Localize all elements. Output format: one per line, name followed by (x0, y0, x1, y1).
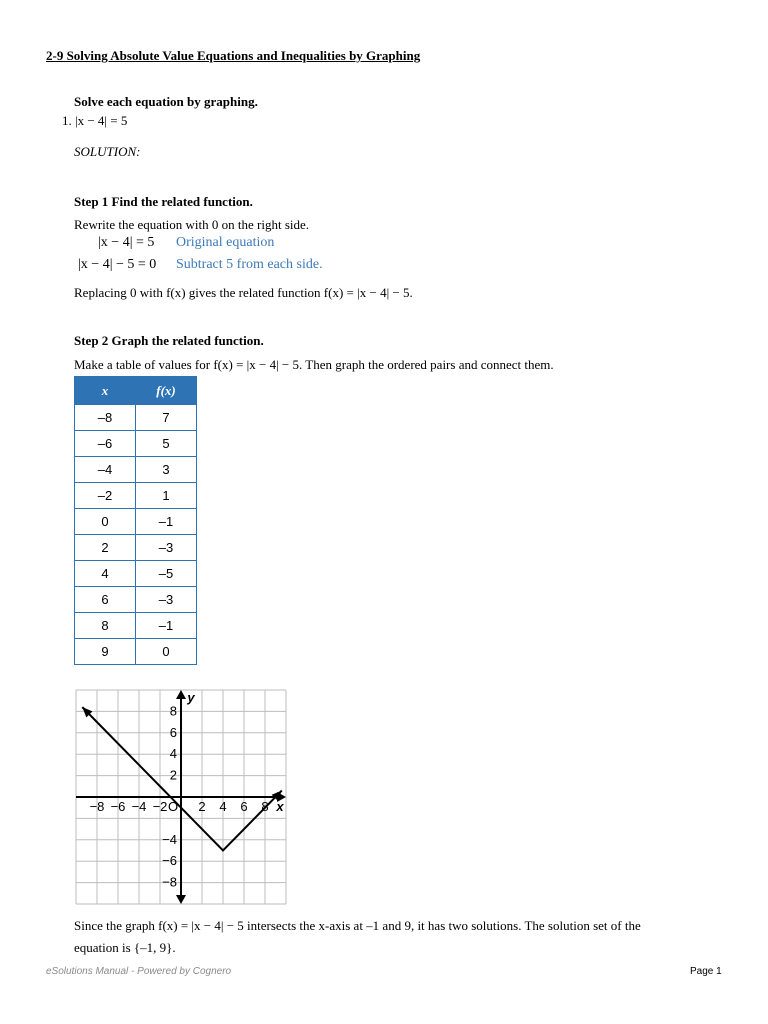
step2-heading: Step 2 Graph the related function. (74, 333, 264, 348)
table-cell-x: 8 (75, 613, 136, 639)
table-cell-fx: –1 (136, 613, 197, 639)
table-cell-fx: –3 (136, 535, 197, 561)
y-tick-label: −4 (162, 831, 177, 847)
table-cell-x: 4 (75, 561, 136, 587)
x-tick-label: 6 (240, 799, 248, 814)
y-tick-label: 2 (169, 767, 177, 783)
y-axis-arrow (176, 690, 186, 699)
problem-statement: 1. |x − 4| = 5 (62, 113, 128, 128)
table-header-fx: f(x) (136, 377, 197, 405)
instruction: Solve each equation by graphing. (74, 94, 258, 109)
x-axis-label: x (276, 799, 284, 814)
values-table (74, 376, 197, 665)
x-tick-label: −2 (152, 799, 168, 814)
table-cell-fx: –5 (136, 561, 197, 587)
table-cell-fx: 7 (136, 405, 197, 431)
table-row (75, 483, 197, 509)
equation-subtracted-note: Subtract 5 from each side. (176, 257, 323, 272)
table-cell-x: –4 (75, 457, 136, 483)
step1-text: Rewrite the equation with 0 on the right side. (74, 217, 310, 232)
function-graph-line (82, 707, 281, 850)
table-cell-x: 6 (75, 587, 136, 613)
y-tick-label: 8 (169, 703, 177, 719)
table-row (75, 587, 197, 613)
table-row (75, 561, 197, 587)
y-tick-label: 4 (169, 746, 177, 762)
related-function-text: Replacing 0 with f(x) gives the related function f(x) = |x − 4| − 5. (74, 285, 413, 300)
footer-page-number: Page 1 (690, 966, 722, 977)
x-tick-label: 4 (219, 799, 227, 814)
equation-subtracted: |x − 4| − 5 = 0 (78, 257, 157, 272)
footer-publisher: eSolutions Manual - Powered by Cognero (46, 966, 232, 977)
origin-label: O (167, 799, 179, 814)
table-header-x: x (75, 377, 136, 405)
table-row (75, 509, 197, 535)
table-cell-x: 9 (75, 639, 136, 665)
step2-text: Make a table of values for f(x) = |x − 4| − 5. Then graph the ordered pairs and connect them. (74, 357, 554, 372)
y-tick-label: 6 (169, 724, 177, 740)
table-row (75, 639, 197, 665)
table-cell-x: –2 (75, 483, 136, 509)
x-tick-label: 8 (261, 799, 269, 814)
page-title: 2-9 Solving Absolute Value Equations and Inequalities by Graphing (46, 48, 421, 63)
y-tick-label: −8 (162, 874, 177, 890)
step1-heading: Step 1 Find the related function. (74, 194, 253, 209)
solution-label: SOLUTION: (74, 144, 141, 159)
conclusion-line-2: equation is {–1, 9}. (74, 940, 176, 955)
table-cell-fx: –3 (136, 587, 197, 613)
table-row (75, 457, 197, 483)
table-cell-fx: 3 (136, 457, 197, 483)
table-cell-x: 0 (75, 509, 136, 535)
y-axis-label: y (187, 690, 195, 705)
equation-original-note: Original equation (176, 235, 275, 250)
table-row (75, 405, 197, 431)
y-tick-label: −6 (162, 853, 177, 869)
table-row (75, 431, 197, 457)
table-row (75, 535, 197, 561)
conclusion-line-1: Since the graph f(x) = |x − 4| − 5 intersects the x-axis at –1 and 9, it has two solutions. The solution set of the (74, 918, 641, 933)
table-header-row (75, 377, 197, 405)
x-tick-label: 2 (198, 799, 206, 814)
table-cell-fx: 0 (136, 639, 197, 665)
table-cell-x: 2 (75, 535, 136, 561)
table-cell-x: –6 (75, 431, 136, 457)
table-cell-x: –8 (75, 405, 136, 431)
table-cell-fx: 5 (136, 431, 197, 457)
x-tick-label: −8 (89, 799, 105, 814)
table-row (75, 613, 197, 639)
table-cell-fx: –1 (136, 509, 197, 535)
y-axis-arrow-bottom (176, 895, 186, 904)
table-cell-fx: 1 (136, 483, 197, 509)
absolute-value-graph (74, 688, 288, 906)
x-tick-label: −4 (131, 799, 147, 814)
x-tick-label: −6 (110, 799, 126, 814)
equation-original: |x − 4| = 5 (98, 235, 155, 250)
